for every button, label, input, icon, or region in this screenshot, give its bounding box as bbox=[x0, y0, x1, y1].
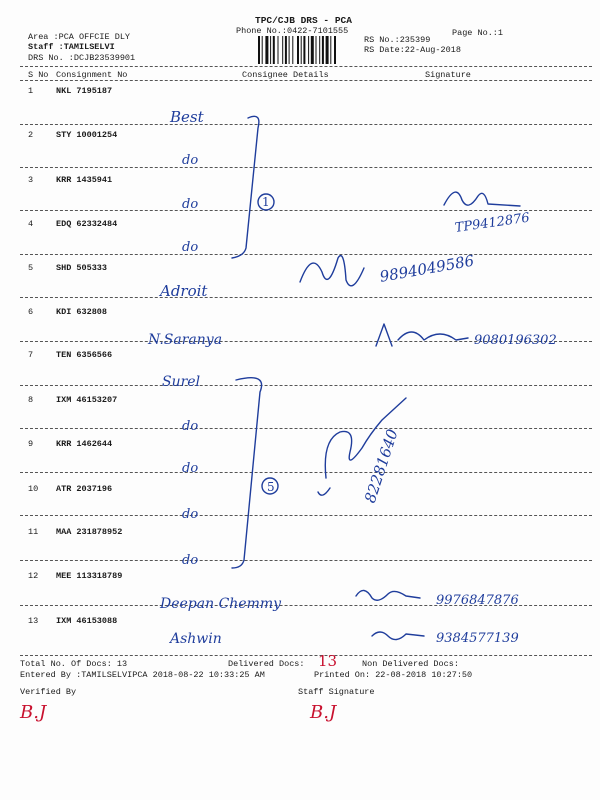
row-divider bbox=[20, 297, 592, 298]
rs-date: RS Date:22-Aug-2018 bbox=[364, 45, 461, 55]
handwritten-consignee-best: Best bbox=[170, 108, 204, 126]
barcode-bar bbox=[334, 36, 336, 64]
row-consignment: TEN 6356566 bbox=[56, 350, 113, 360]
verified-by-initials: B.J bbox=[20, 702, 47, 723]
staff-signature-initials: B.J bbox=[310, 702, 337, 723]
verified-by-label: Verified By bbox=[20, 687, 77, 697]
row-sno: 1 bbox=[28, 86, 34, 96]
total-docs: Total No. Of Docs: 13 bbox=[20, 659, 128, 669]
handwritten-ditto-mark: do bbox=[182, 153, 199, 168]
row-sno: 6 bbox=[28, 307, 34, 317]
handwritten-consignee-surel: Surel bbox=[162, 374, 201, 390]
barcode-bar bbox=[301, 36, 302, 64]
column-header-consignee: Consignee Details bbox=[242, 70, 329, 80]
barcode-bar bbox=[270, 36, 271, 64]
barcode-bar bbox=[289, 36, 290, 64]
barcode-bar bbox=[297, 36, 299, 64]
delivered-docs-label: Delivered Docs: bbox=[228, 659, 305, 669]
row-sno: 10 bbox=[28, 484, 39, 494]
entered-by: Entered By :TAMILSELVIPCA 2018-08-22 10:33:25 AM bbox=[20, 670, 265, 680]
printed-on: Printed On: 22-08-2018 10:27:50 bbox=[314, 670, 473, 680]
barcode-bar bbox=[285, 36, 287, 64]
column-header-consignment: Consignment No bbox=[56, 70, 128, 80]
row-consignment: NKL 7195187 bbox=[56, 86, 113, 96]
row-consignment: IXM 46153207 bbox=[56, 395, 118, 405]
drs-number: DRS No. :DCJB23539901 bbox=[28, 53, 136, 63]
column-header-signature: Signature bbox=[425, 70, 471, 80]
row-consignment: MAA 231878952 bbox=[56, 527, 123, 537]
row-divider bbox=[20, 210, 592, 211]
staff-signature-label: Staff Signature bbox=[298, 687, 375, 697]
row-divider bbox=[20, 515, 592, 516]
bracket-rows-1-4 bbox=[232, 116, 259, 258]
row-sno: 9 bbox=[28, 439, 34, 449]
handwritten-ditto-mark: do bbox=[182, 197, 199, 212]
handwritten-consignee-adroit: Adroit bbox=[160, 282, 208, 300]
row-divider bbox=[20, 560, 592, 561]
barcode-image bbox=[258, 36, 356, 64]
row-consignment: KDI 632808 bbox=[56, 307, 108, 317]
phone-number: Phone No.:0422-7101555 bbox=[236, 26, 349, 36]
handwritten-phone-number: 82281640 bbox=[360, 426, 402, 506]
scribble-signature bbox=[356, 590, 420, 600]
rs-number: RS No.:235399 bbox=[364, 35, 431, 45]
row-consignment: EDQ 62332484 bbox=[56, 219, 118, 229]
handwritten-phone-number: 9894049586 bbox=[378, 251, 476, 286]
row-sno: 7 bbox=[28, 350, 34, 360]
row-sno: 4 bbox=[28, 219, 34, 229]
barcode-bar bbox=[273, 36, 275, 64]
row-divider bbox=[20, 655, 592, 656]
handwritten-ditto-mark: do bbox=[182, 240, 199, 255]
scribble-signature bbox=[444, 192, 520, 206]
handwritten-phone-number: 9976847876 bbox=[436, 593, 519, 608]
barcode-bar bbox=[322, 36, 324, 64]
row-consignment: ATR 2037196 bbox=[56, 484, 113, 494]
barcode-bar bbox=[292, 36, 293, 64]
row-sno: 5 bbox=[28, 263, 34, 273]
row-sno: 8 bbox=[28, 395, 34, 405]
non-delivered-docs-label: Non Delivered Docs: bbox=[362, 659, 459, 669]
header-rule-bottom bbox=[20, 80, 592, 81]
handwritten-phone-number: 9080196302 bbox=[474, 333, 557, 348]
barcode-bar bbox=[316, 36, 317, 64]
row-sno: 2 bbox=[28, 130, 34, 140]
handwritten-ditto-mark: do bbox=[182, 461, 199, 476]
scribble-signature bbox=[318, 488, 330, 495]
row-consignment: SHD 505333 bbox=[56, 263, 108, 273]
row-consignment: IXM 46153088 bbox=[56, 616, 118, 626]
barcode-bar bbox=[258, 36, 260, 64]
header-rule-top bbox=[20, 66, 592, 67]
handwritten-delivered-count: 13 bbox=[318, 652, 338, 670]
staff-label: Staff :TAMILSELVI bbox=[28, 42, 115, 52]
row-consignment: KRR 1435941 bbox=[56, 175, 113, 185]
row-sno: 12 bbox=[28, 571, 39, 581]
barcode-bar bbox=[262, 36, 263, 64]
row-divider bbox=[20, 167, 592, 168]
barcode-bar bbox=[330, 36, 331, 64]
row-sno: 11 bbox=[28, 527, 39, 537]
handwritten-ditto-mark: do bbox=[182, 553, 199, 568]
row-consignment: MEE 113318789 bbox=[56, 571, 123, 581]
handwritten-consignee-saranya: N.Saranya bbox=[148, 332, 223, 348]
row-sno: 13 bbox=[28, 616, 39, 626]
scribble-signature bbox=[372, 632, 424, 640]
handwritten-ditto-mark: do bbox=[182, 507, 199, 522]
row-divider bbox=[20, 124, 592, 125]
row-divider bbox=[20, 472, 592, 473]
row-divider bbox=[20, 428, 592, 429]
row-divider bbox=[20, 385, 592, 386]
handwritten-signature-phone: TP9412876 bbox=[453, 210, 531, 236]
handwritten-phone-number: 9384577139 bbox=[436, 631, 519, 646]
document-title: TPC/CJB DRS - PCA bbox=[255, 15, 352, 26]
barcode-bar bbox=[265, 36, 268, 64]
barcode-bar bbox=[311, 36, 314, 64]
row-consignment: STY 10001254 bbox=[56, 130, 118, 140]
column-header-sno: S No bbox=[28, 70, 49, 80]
handwritten-consignee-ashwin: Ashwin bbox=[170, 631, 222, 647]
scribble-signature bbox=[300, 256, 364, 286]
barcode-bar bbox=[326, 36, 329, 64]
barcode-bar bbox=[282, 36, 283, 64]
handwritten-circled-number: 5 bbox=[267, 480, 275, 494]
barcode-bar bbox=[303, 36, 305, 64]
scribble-signature bbox=[376, 324, 468, 346]
row-consignment: KRR 1462644 bbox=[56, 439, 113, 449]
handwritten-circled-number: 1 bbox=[262, 195, 270, 209]
area-label: Area :PCA OFFCIE DLY bbox=[28, 32, 131, 42]
handwritten-consignee-deepan: Deepan Chemmy bbox=[160, 596, 282, 612]
barcode-bar bbox=[308, 36, 309, 64]
barcode-bar bbox=[319, 36, 320, 64]
row-divider bbox=[20, 254, 592, 255]
handwritten-ditto-mark: do bbox=[182, 419, 199, 434]
row-sno: 3 bbox=[28, 175, 34, 185]
barcode-bar bbox=[278, 36, 279, 64]
page-number: Page No.:1 bbox=[452, 28, 504, 38]
